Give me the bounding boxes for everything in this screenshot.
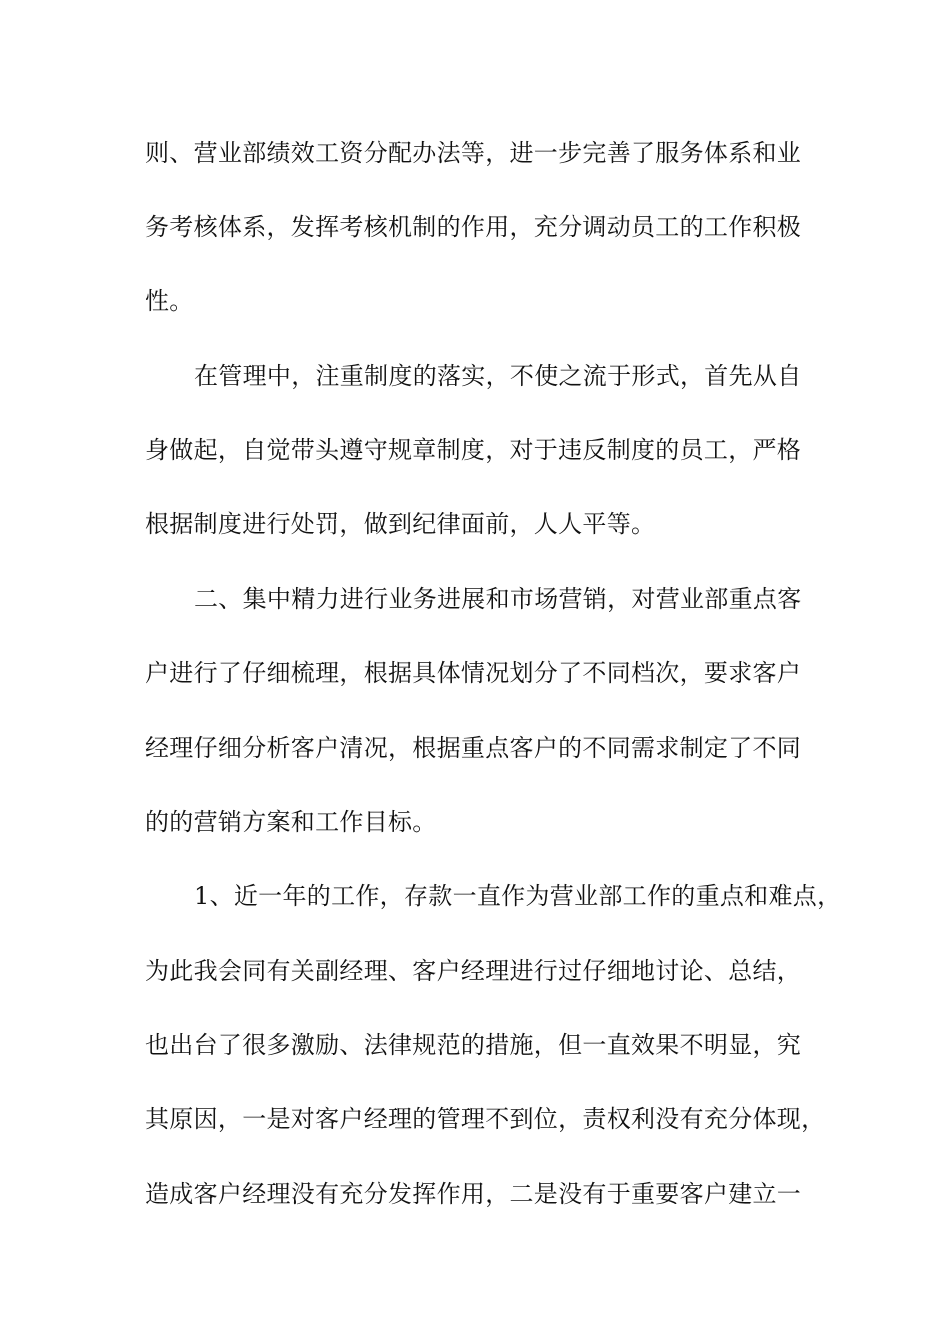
text-line: 经理仔细分析客户清况，根据重点客户的不同需求制定了不同 bbox=[145, 734, 802, 762]
text-line: 身做起，自觉带头遵守规章制度，对于违反制度的员工，严格 bbox=[145, 436, 802, 464]
text-line: 在管理中，注重制度的落实，不使之流于形式，首先从自 bbox=[194, 362, 802, 390]
text-line: 则、营业部绩效工资分配办法等，进一步完善了服务体系和业 bbox=[145, 139, 802, 167]
text-line: 根据制度进行处罚，做到纪律面前，人人平等。 bbox=[145, 510, 656, 538]
text-line: 1、近一年的工作，存款一直作为营业部工作的重点和难点， bbox=[194, 882, 842, 910]
text-line: 的的营销方案和工作目标。 bbox=[145, 808, 437, 836]
text-line: 为此我会同有关副经理、客户经理进行过仔细地讨论、总结， bbox=[145, 957, 802, 985]
text-line: 户进行了仔细梳理，根据具体情况划分了不同档次，要求客户 bbox=[145, 659, 802, 687]
text-line: 务考核体系，发挥考核机制的作用，充分调动员工的工作积极 bbox=[145, 213, 802, 241]
text-line: 性。 bbox=[145, 287, 194, 315]
text-line: 二、集中精力进行业务进展和市场营销，对营业部重点客 bbox=[194, 585, 802, 613]
text-line: 也出台了很多激励、法律规范的措施，但一直效果不明显，究 bbox=[145, 1031, 802, 1059]
text-line: 其原因，一是对客户经理的管理不到位，责权利没有充分体现， bbox=[145, 1105, 826, 1133]
text-line: 造成客户经理没有充分发挥作用，二是没有于重要客户建立一 bbox=[145, 1180, 802, 1208]
